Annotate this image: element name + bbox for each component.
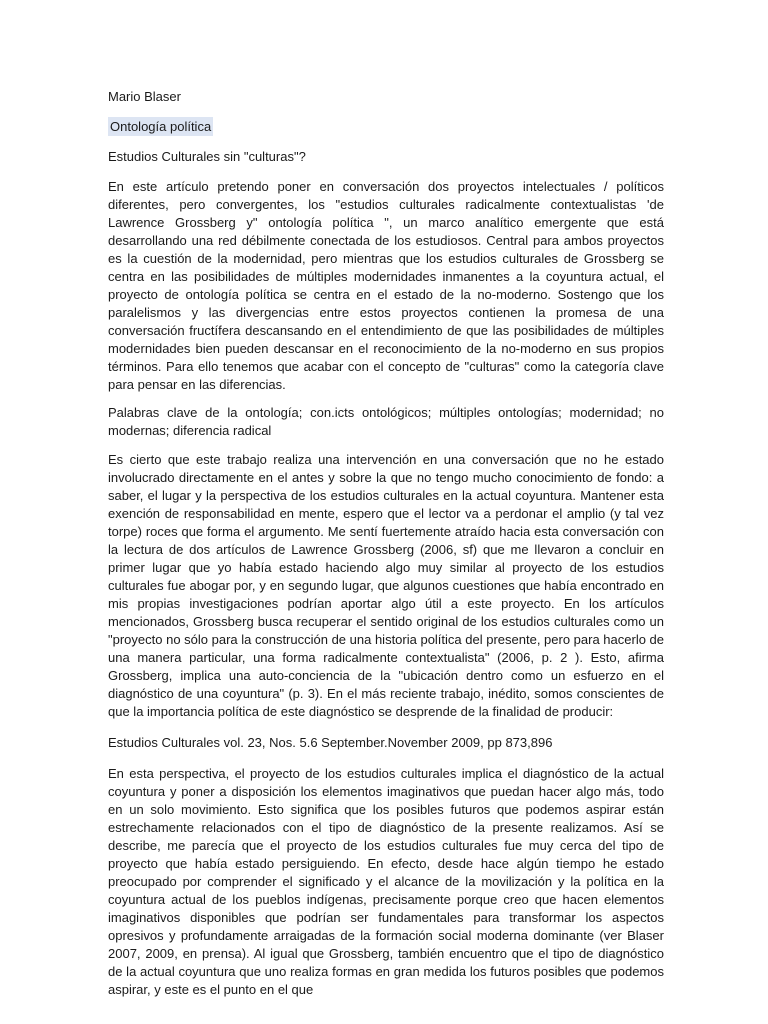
document-page (108, 88, 664, 999)
author-name: Mario Blaser (108, 89, 181, 104)
highlighted-subject: Ontología política (110, 119, 212, 134)
abstract-paragraph: En este artículo pretendo poner en conversación dos proyectos intelectuales / políticos diferentes, pero convergentes, los "estudios culturales radicalmente contextualistas 'de Lawrence Grossberg y" ontología política ", un marco analítico emergente que está desarrollando una red débilmente conectada de los estudiosos. Central para ambos proyectos es la cuestión de la modernidad, pero mientras que los estudios culturales de Grossberg se centra en las posibilidades de múltiples modernidades inmanentes a la coyuntura actual, el proyecto de ontología política se centra en el estado de la no-moderno. Sostengo que los paralelismos y las divergencias entre estos proyectos contienen la promesa de una conversación fructífera descansando en el entendimiento de que las posibilidades de múltiples modernidades bien pueden descansar en el reconocimiento de la no-moderno en sus propios términos. Para ello tenemos que acabar con el concepto de "culturas" como la categoría clave para pensar en las diferencias. (108, 179, 664, 392)
body-paragraph-2: En esta perspectiva, el proyecto de los estudios culturales implica el diagnóstico de la actual coyuntura y poner a disposición los elementos imaginativos que puedan hacer algo más, todo en un solo movimiento. Esto significa que los posibles futuros que podemos aspirar están estrechamente relacionados con el tipo de diagnóstico de la presente realizamos. Así se describe, me parecía que el proyecto de los estudios culturales fue muy cerca del tipo de proyecto que había estado persiguiendo. En efecto, desde hace algún tiempo he estado preocupado por comprender el significado y el alcance de la movilización y la política en la coyuntura actual de los pueblos indígenas, precisamente porque creo que hacen elementos imaginativos disponibles que podrían ser fundamentales para transformar los aspectos opresivos y profundamente arraigadas de la formación social moderna dominante (ver Blaser 2007, 2009, en prensa). Al igual que Grossberg, también encuentro que el tipo de diagnóstico de la actual coyuntura que uno realiza formas en gran medida los futuros posibles que podemos aspirar, y este es el punto en el que (108, 766, 664, 997)
keywords-paragraph: Palabras clave de la ontología; con.icts ontológicos; múltiples ontologías; modernidad; no modernas; diferencia radical (108, 405, 664, 438)
article-title: Estudios Culturales sin "culturas"? (108, 149, 306, 164)
subject-line (108, 118, 664, 136)
body-paragraph-1: Es cierto que este trabajo realiza una intervención en una conversación que no he estado involucrado directamente en el antes y sobre la que no tengo mucho conocimiento de fondo: a saber, el lugar y la perspectiva de los estudios culturales en la actual coyuntura. Mantener esta exención de responsabilidad en mente, espero que el lector va a perdonar el amplio (y tal vez torpe) roces que forma el argumento. Me sentí fuertemente atraído hacia esta conversación con la lectura de dos artículos de Lawrence Grossberg (2006, sf) que me llevaron a concluir en primer lugar que yo había estado haciendo algo muy similar al proyecto de los estudios culturales fue abogar por, y en segundo lugar, que algunos cuestiones que había encontrado en mis propias investigaciones podrían aportar algo útil a este proyecto. En los artículos mencionados, Grossberg busca recuperar el sentido original de los estudios culturales como un "proyecto no sólo para la construcción de una historia política del presente, pero para hacerlo de una manera particular, una forma radicalmente contextualista" (2006, p. 2 ). Esto, afirma Grossberg, implica una auto-conciencia de la "ubicación dentro como un esfuerzo en el diagnóstico de una coyuntura" (p. 3). En el más reciente trabajo, inédito, somos conscientes de que la importancia política de este diagnóstico se desprende de la finalidad de producir: (108, 452, 665, 719)
journal-citation: Estudios Culturales vol. 23, Nos. 5.6 September.November 2009, pp 873,896 (108, 735, 553, 750)
